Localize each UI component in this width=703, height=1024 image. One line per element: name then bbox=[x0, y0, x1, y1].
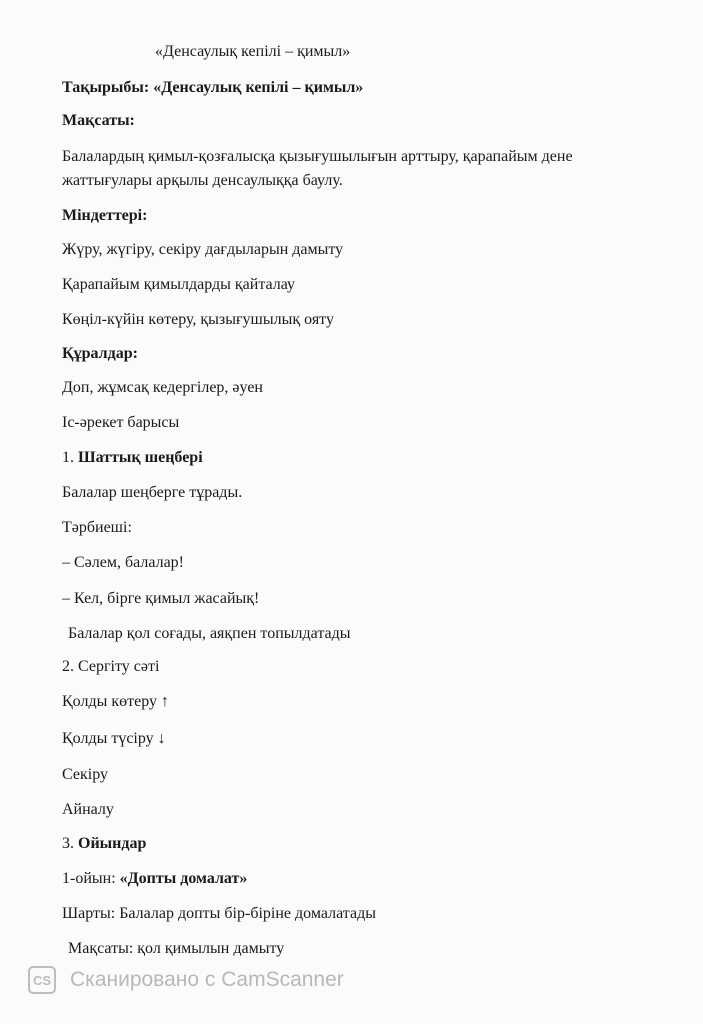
game-1-title: «Допты домалат» bbox=[119, 870, 248, 887]
arrow-down-icon: ↓ bbox=[157, 730, 166, 747]
exercise-item-2-label: Қолды түсіру bbox=[62, 730, 154, 747]
game-1-prefix: 1-ойын: bbox=[62, 870, 120, 887]
exercise-item-4: Айналу bbox=[62, 801, 114, 818]
exercise-item-1 bbox=[62, 692, 169, 712]
exercise-item-3: Секіру bbox=[62, 766, 108, 783]
task-item-3: Көңіл-күйін көтеру, қызығушылық ояту bbox=[62, 311, 334, 328]
goal-text-line-1: Балалардың қимыл-қозғалысқа қызығушылығын арттыру, қарапайым дене bbox=[62, 148, 573, 165]
process-label: Іс-әрекет барысы bbox=[62, 414, 180, 431]
section-3-title: Ойындар bbox=[78, 835, 147, 852]
section-1-title: Шаттық шеңбері bbox=[78, 449, 203, 466]
game-1-goal: Мақсаты: қол қимылын дамыту bbox=[68, 940, 285, 957]
tools-heading: Құралдар: bbox=[62, 345, 138, 362]
tools-text: Доп, жұмсақ кедергілер, әуен bbox=[62, 379, 263, 396]
section-2-heading: 2. Сергіту сәті bbox=[62, 658, 160, 675]
section-1-heading bbox=[62, 448, 203, 468]
tasks-heading: Міндеттері: bbox=[62, 207, 148, 224]
section-1-greeting: – Сәлем, балалар! bbox=[62, 554, 185, 571]
goal-text-line-2: жаттығулары арқылы денсаулыққа баулу. bbox=[62, 172, 343, 189]
section-1-action: Балалар қол соғады, аяқпен топылдатады bbox=[68, 625, 351, 642]
section-3-heading bbox=[62, 834, 146, 854]
document-header: «Денсаулық кепілі – қимыл» bbox=[155, 43, 351, 60]
task-item-2: Қарапайым қимылдарды қайталау bbox=[62, 276, 296, 293]
exercise-item-1-label: Қолды көтеру bbox=[62, 693, 157, 710]
section-1-number: 1. bbox=[62, 449, 78, 466]
goal-paragraph bbox=[62, 145, 652, 193]
section-1-line-1: Балалар шеңберге тұрады. bbox=[62, 484, 243, 501]
section-1-invite: – Кел, бірге қимыл жасайық! bbox=[62, 590, 260, 607]
topic-label: Тақырыбы: «Денсаулық кепілі – қимыл» bbox=[62, 79, 364, 96]
section-1-teacher: Тәрбиеші: bbox=[62, 519, 132, 536]
game-1-heading bbox=[62, 869, 247, 889]
camscanner-watermark bbox=[28, 966, 344, 994]
camscanner-text: Сканировано с CamScanner bbox=[70, 968, 344, 991]
section-3-number: 3. bbox=[62, 835, 78, 852]
exercise-item-2 bbox=[62, 729, 166, 749]
goal-heading: Мақсаты: bbox=[62, 112, 135, 129]
camscanner-logo-icon: CS bbox=[28, 966, 56, 994]
task-item-1: Жүру, жүгіру, секіру дағдыларын дамыту bbox=[62, 241, 344, 258]
arrow-up-icon: ↑ bbox=[161, 693, 169, 710]
game-1-rules: Шарты: Балалар допты бір-біріне домалатады bbox=[62, 905, 376, 922]
